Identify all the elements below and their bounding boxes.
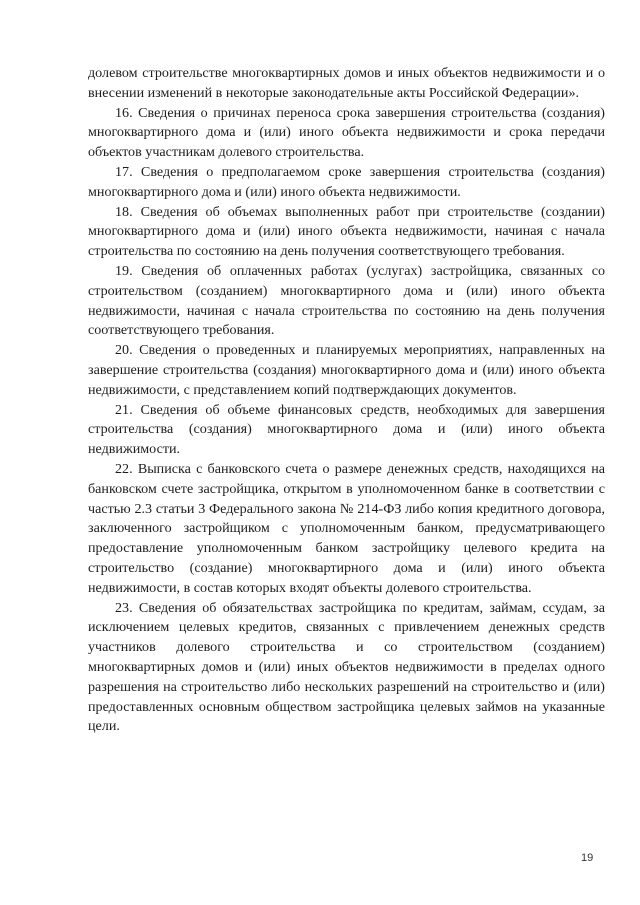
intro-paragraph: долевом строительстве многоквартирных домов и иных объектов недвижимости и о внесении изменений в некоторые законодательные акты Российской Федерации». [88,65,605,101]
item-21: 21. Сведения об объеме финансовых средств, необходимых для завершения строительства (создания) многоквартирного дома и (или) иного объекта недвижимости. [88,401,605,458]
item-17: 17. Сведения о предполагаемом сроке завершения строительства (создания) многоквартирного дома и (или) иного объекта недвижимости. [88,163,605,200]
item-23: 23. Сведения об обязательствах застройщика по кредитам, займам, ссудам, за исключением целевых кредитов, связанных с привлечением денежных средств участников долевого строительства и со строительством (созданием) многоквартирных домов и (или) иных объектов недвижимости в пределах одного разрешения на строительство либо нескольких разрешений на строительство и (или) предоставленных основным обществом застройщика целевых займов на указанные цели. [88,599,605,735]
item-18: 18. Сведения об объемах выполненных работ при строительстве (создании) многоквартирного дома и (или) иного объекта недвижимости, начиная с начала строительства по состоянию на день получения соответствующего требования. [88,203,605,260]
item-20: 20. Сведения о проведенных и планируемых мероприятиях, направленных на завершение строительства (создания) многоквартирного дома и (или) иного объекта недвижимости, с представлением копий подтверждающих документов. [88,342,605,398]
page-number: 19 [581,852,594,864]
item-16: 16. Сведения о причинах переноса срока завершения строительства (создания) многоквартирного дома и (или) иного объекта недвижимости и срока передачи объектов участникам долевого строительства. [88,104,605,161]
document-body [88,64,605,737]
item-19: 19. Сведения об оплаченных работах (услугах) застройщика, связанных со строительством (созданием) многоквартирного дома и (или) иного объекта недвижимости, начиная с начала строительства по состоянию на день получения соответствующего требования. [88,262,605,339]
item-22: 22. Выписка с банковского счета о размере денежных средств, находящихся на банковском счете застройщика, открытом в уполномоченном банке в соответствии с частью 2.3 статьи 3 Федерального закона № 214-ФЗ либо копия кредитного договора, заключенного застройщиком с уполномоченным банком, предусматривающего предоставление уполномоченным банком застройщику целевого кредита на строительство (создание) многоквартирного дома и (или) иного объекта недвижимости, в состав которых входят объекты долевого строительства. [88,460,605,596]
